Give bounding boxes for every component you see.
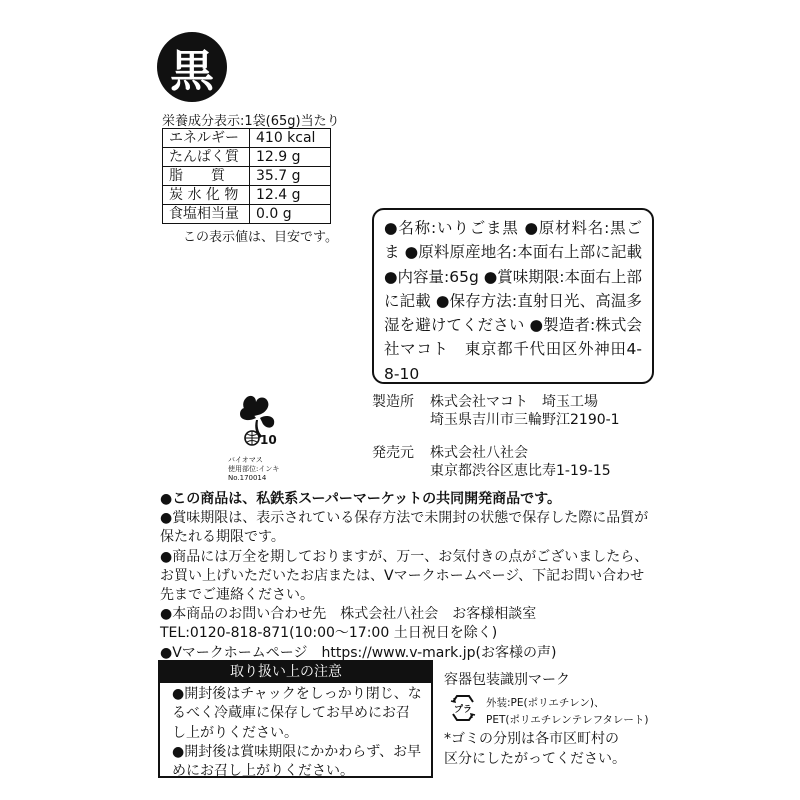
manufacturer-address: 埼玉県吉川市三輪野江2190-1 [430,412,620,428]
biomass-caption-line: No.170014 [228,474,267,482]
recycle-disposal-note [444,730,626,769]
handling-item: ●開封後は賞味期限にかかわらず、お早めにお召し上がりください。 [172,743,422,780]
note-item: ●この商品は、私鉄系スーパーマーケットの共同開発商品です。 [160,491,561,507]
biomass-caption-line: バイオマス [228,456,263,464]
biomass-caption-line: 使用部位:インキ [228,465,280,473]
handling-body [160,683,431,781]
seller-name: 株式会社八社会 [430,445,528,461]
recycle-mark-title: 容器包装識別マーク [444,672,570,688]
table-row [163,148,331,167]
table-row [163,129,331,148]
nutrition-item-value: 12.4 g [250,186,331,205]
color-badge [157,32,227,102]
recycle-material-line: PET(ポリエチレンテレフタレート) [486,714,649,726]
table-row [163,167,331,186]
color-badge-label: 黒 [170,46,214,97]
note-item: ●Vマークホームページ https://www.v-mark.jp(お客様の声) [160,644,557,661]
nutrition-item-name: たんぱく質 [163,148,250,167]
recycle-note-line: *ゴミの分別は各市区町村の [444,731,619,747]
table-row [163,205,331,224]
nutrition-table [162,128,331,224]
nutrition-item-name: 炭 水 化 物 [163,186,250,205]
note-item: ●賞味期限は、表示されている保存方法で未開封の状態で保存した際に品質が保たれる期限です。 [160,510,649,546]
nutrition-item-value: 0.0 g [250,205,331,224]
recycle-material [486,695,648,729]
note-item: ●本商品のお問い合わせ先 株式会社八社会 お客様相談室 [160,606,537,623]
seller-label: 発売元 [372,445,414,461]
recycle-material-line: 外装:PE(ポリエチレン)、 [486,697,605,709]
note-item: ●商品には万全を期しておりますが、万一、お気付きの点がございましたら、お買い上げいただいたお店または、Vマークホームページ、下記お問い合わせ先までご連絡ください。 [160,548,649,604]
recycle-note-line: 区分にしたがってください。 [444,750,626,767]
product-label-text: ●名称:いりごま黒 ●原材料名:黒ごま ●原料原産地名:本面右上部に記載 ●内容量:65g ●賞味期限:本面右上部に記載 ●保存方法:直射日光、高温多湿を避けてください ●製造者:株式会社マコト 東京都千代田区外神田4-8-10 [384,219,642,383]
biomass-caption [228,456,279,483]
note-item: TEL:0120-818-871(10:00〜17:00 土日祝日を除く) [160,625,498,642]
nutrition-note: この表示値は、目安です。 [183,230,338,245]
nutrition-item-value: 12.9 g [250,148,331,167]
recycle-pla-icon [447,692,479,724]
nutrition-item-name: エネルギー [163,129,250,148]
nutrition-title: 栄養成分表示:1袋(65g)当たり [162,114,340,129]
recycle-icon-label: プラ [453,705,473,715]
biomass-number: 10 [260,433,277,447]
handling-title: 取り扱い上の注意 [160,662,431,683]
handling-item: ●開封後はチャックをしっかり閉じ、なるべく冷蔵庫に保存してお早めにお召し上がりください。 [172,686,422,741]
manufacturer-name: 株式会社マコト 埼玉工場 [430,394,598,410]
handling-notice-box [158,660,433,778]
nutrition-item-value: 35.7 g [250,167,331,186]
seller-address: 東京都渋谷区恵比寿1-19-15 [430,463,611,479]
manufacturer-label: 製造所 [372,394,414,410]
table-row [163,186,331,205]
product-label-box [372,208,654,384]
nutrition-item-name: 脂 質 [163,167,250,186]
nutrition-item-name: 食塩相当量 [163,205,250,224]
product-notes [160,490,650,663]
nutrition-item-value: 410 kcal [250,129,331,148]
